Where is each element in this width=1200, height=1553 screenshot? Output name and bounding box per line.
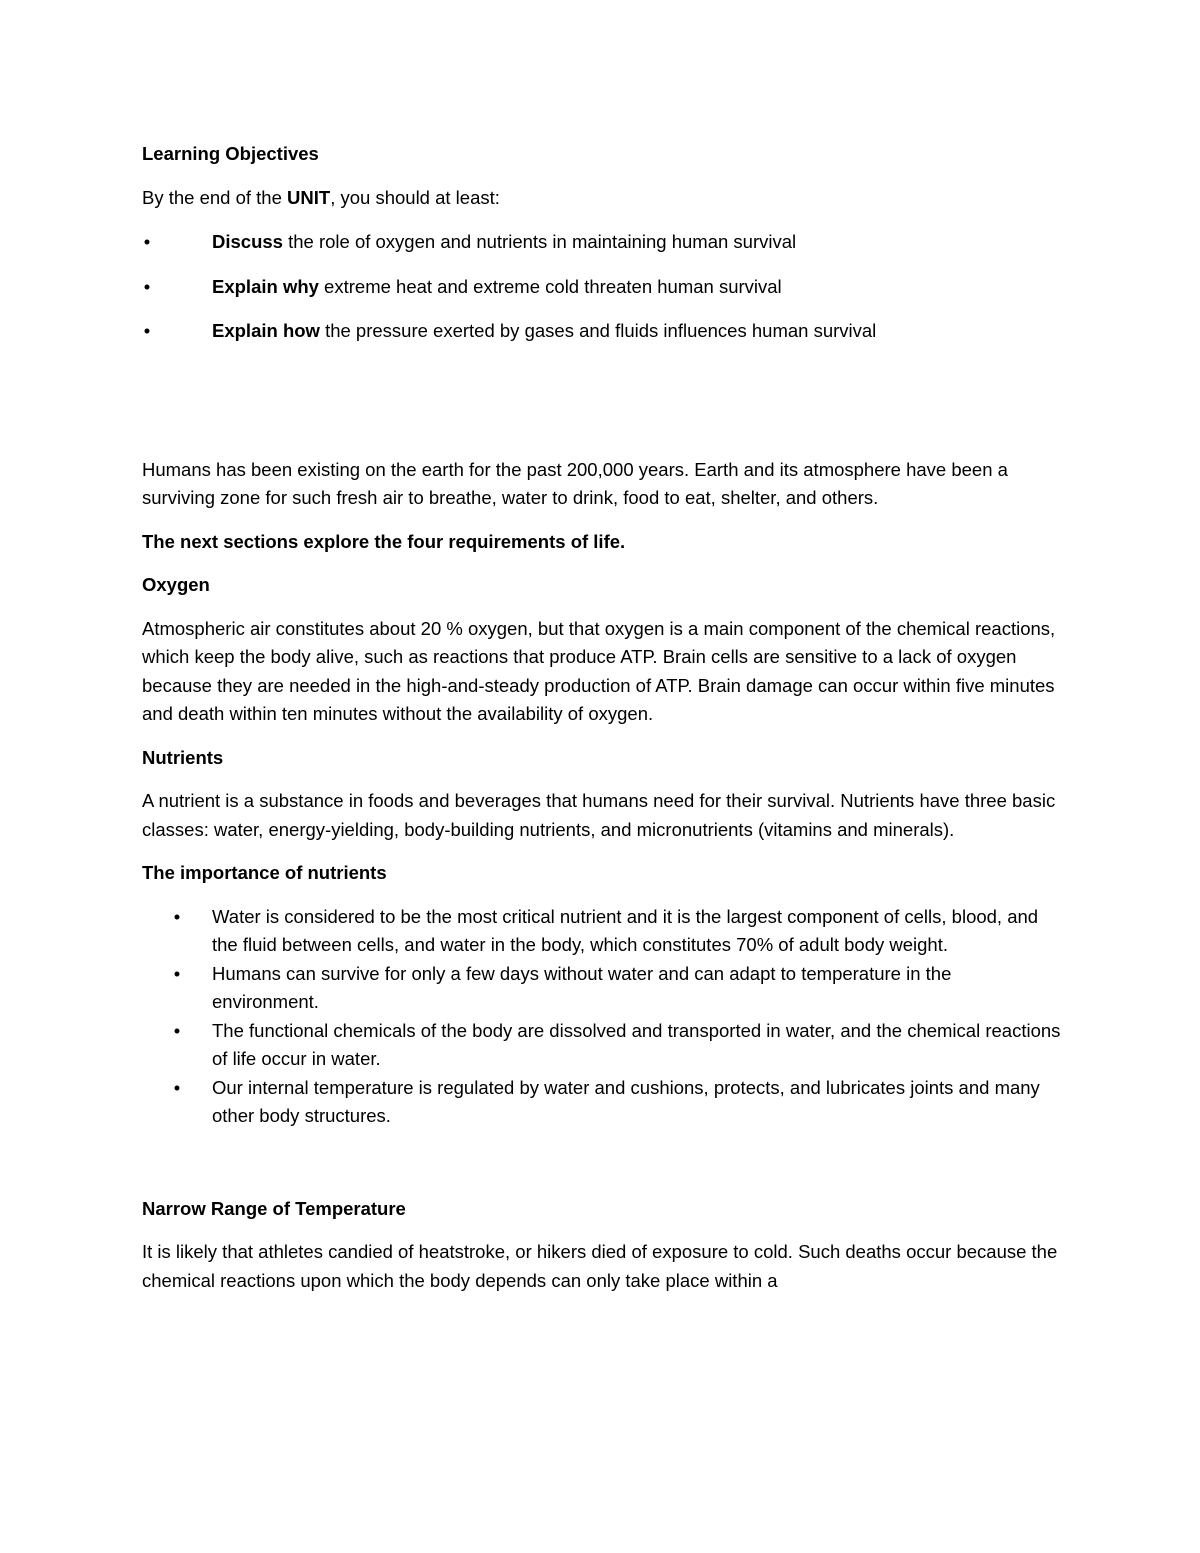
list-item (142, 1017, 1062, 1074)
list-item-text: Water is considered to be the most critical nutrient and it is the largest component of cells, blood, and the fluid between cells, and water in the body, which constitutes 70% of adult body weight. (212, 905, 1039, 955)
list-item-text: Our internal temperature is regulated by water and cushions, protects, and lubricates joints and many other body structures. (212, 1076, 1040, 1126)
sections-intro: The next sections explore the four requirements of life. (142, 530, 626, 552)
bullet-icon: • (143, 320, 151, 341)
objective-item (142, 273, 1062, 302)
importance-heading: The importance of nutrients (142, 862, 387, 883)
oxygen-heading: Oxygen (142, 574, 210, 595)
bullet-icon: • (173, 1019, 181, 1041)
nutrients-heading: Nutrients (142, 746, 224, 768)
objectives-intro (142, 184, 1062, 213)
bullet-icon: • (143, 275, 151, 297)
objective-text: extreme heat and extreme cold threaten human survival (318, 275, 782, 297)
bullet-icon: • (173, 1076, 181, 1098)
objectives-intro-after: , you should at least: (330, 186, 500, 208)
list-item-text: Humans can survive for only a few days without water and can adapt to temperature in the environment. (212, 962, 952, 1012)
temperature-heading: Narrow Range of Temperature (142, 1197, 406, 1219)
bullet-icon: • (143, 231, 151, 252)
objective-item (142, 228, 1062, 257)
objective-text: the role of oxygen and nutrients in maintaining human survival (282, 231, 797, 252)
objective-item (142, 317, 1062, 346)
list-item (142, 903, 1062, 960)
objective-keyword: Explain how (212, 320, 320, 341)
objectives-list (142, 228, 1062, 346)
temperature-paragraph: It is likely that athletes candied of heatstroke, or hikers died of exposure to cold. Such deaths occur because the chemical reactions upon which the body depends can only take place within a (142, 1241, 1058, 1291)
objective-keyword: Discuss (212, 231, 283, 252)
intro-paragraph: Humans has been existing on the earth for the past 200,000 years. Earth and its atmosphere have been a surviving zone for such fresh air to breathe, water to drink, food to eat, shelter, and others. (142, 458, 1008, 508)
bullet-icon: • (173, 905, 181, 927)
objective-keyword: Explain why (212, 275, 319, 297)
nutrients-paragraph: A nutrient is a substance in foods and beverages that humans need for their survival. Nutrients have three basic classes: water, energy-yielding, body-building nutrients, and micronutrients (vitamins and minerals). (142, 790, 1056, 840)
objective-text: the pressure exerted by gases and fluids influences human survival (319, 320, 877, 341)
oxygen-paragraph: Atmospheric air constitutes about 20 % oxygen, but that oxygen is a main component of the chemical reactions, which keep the body alive, such as reactions that produce ATP. Brain cells are sensitive to a lack of oxygen because they are needed in the high-and-steady production of ATP. Brain damage can occur within five minutes and death within ten minutes without the availability of oxygen. (142, 617, 1056, 724)
list-item-text: The functional chemicals of the body are dissolved and transported in water, and the chemical reactions of life occur in water. (212, 1019, 1061, 1069)
objectives-intro-before: By the end of the (142, 186, 288, 208)
learning-objectives-heading: Learning Objectives (142, 143, 319, 164)
document-page (142, 140, 1062, 1295)
importance-list (142, 903, 1062, 1131)
bullet-icon: • (173, 962, 181, 984)
list-item (142, 1074, 1062, 1131)
objectives-intro-unit: UNIT (287, 186, 331, 208)
list-item (142, 960, 1062, 1017)
